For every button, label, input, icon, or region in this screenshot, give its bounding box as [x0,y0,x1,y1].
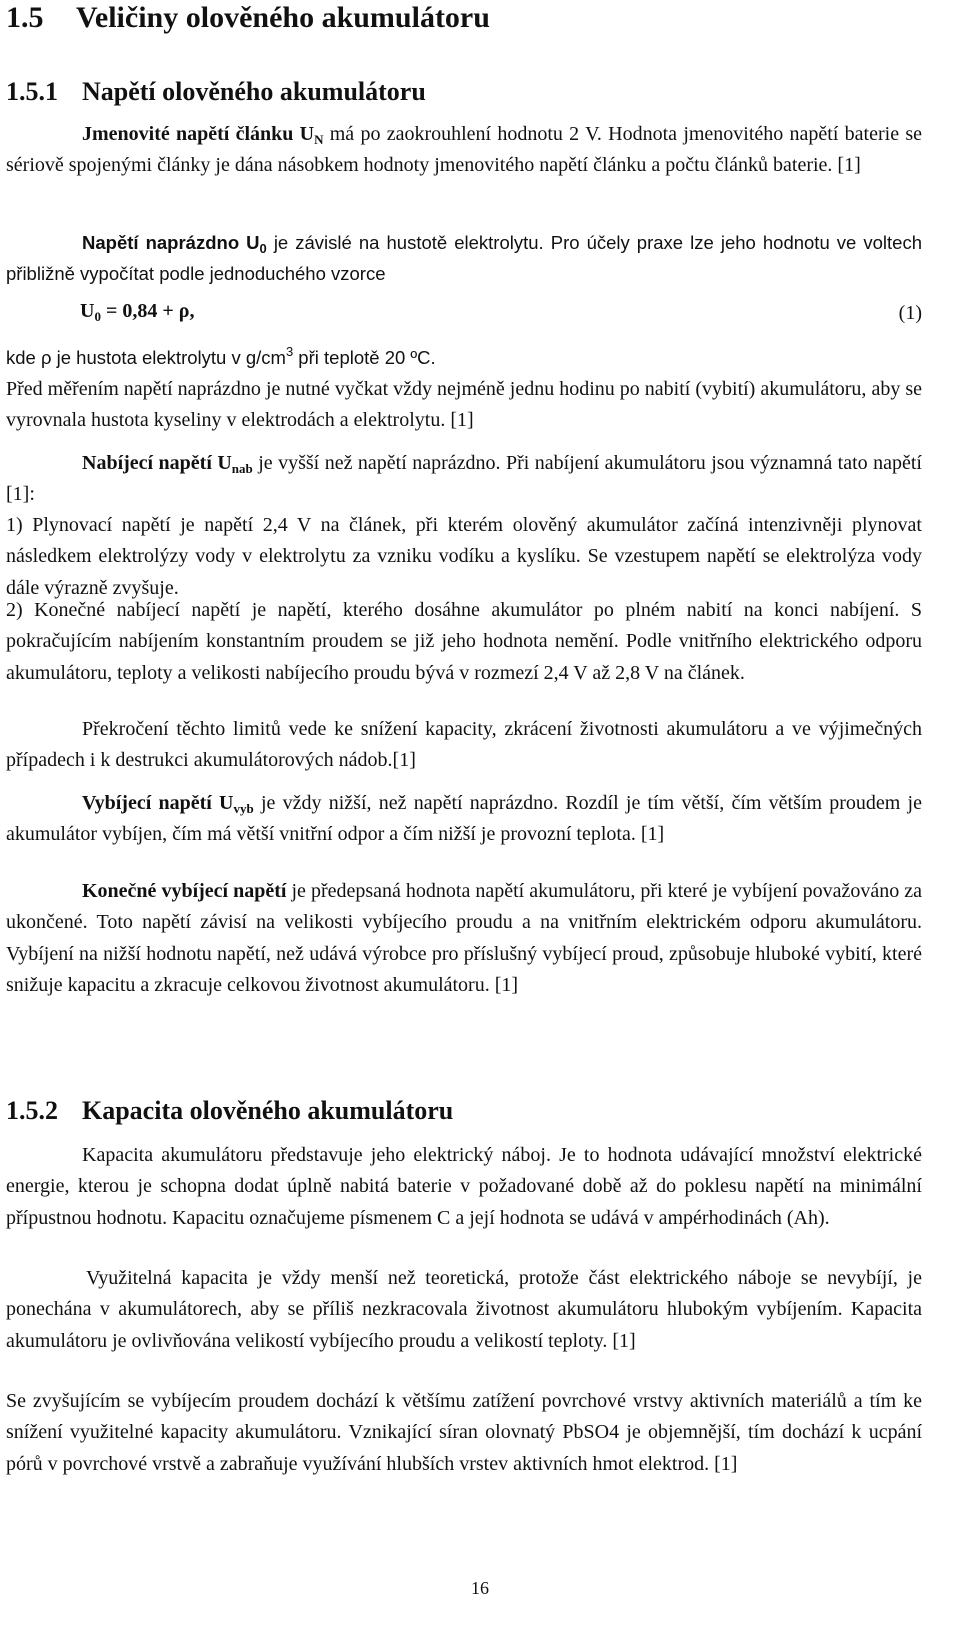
paragraph-pred-merenim [6,374,922,437]
kde-text-end: při teplotě 20 ºC. [293,347,436,368]
page-number: 16 [471,1578,489,1598]
term-napeti-naprazdno [82,232,267,256]
zvysujicim-text: Se zvyšujícím se vybíjecím proudem dochází k většímu zatížení povrchové vrstvy aktivních materiálů a tím ke snížení využitelné kapacity akumulátoru. Vznikající síran olovnatý PbSO4 je objemnější, tím dochází k ucpání pórů v povrchové vrstvě a zabraňuje využívání hlubších vrstev aktivních hmot elektrod. [1] [6,1390,922,1475]
term-nabijeci-label: Nabíjecí napětí U [82,452,232,474]
paragraph-jmenovite-napeti [6,119,922,182]
paragraph-nabijeci-text: je vyšší než napětí naprázdno. Při nabíjení akumulátoru jsou významná tato napětí [1]: [6,452,922,506]
prekroceni-text: Překročení těchto limitů vede ke snížení kapacity, zkrácení životnosti akumulátoru a ve výjimečných případech i k destrukci akumulátorových nádob.[1] [6,718,922,772]
vyuzitelna-text: Využitelná kapacita je vždy menší než teoretická, protože část elektrického náboje se nevybíjí, je ponechána v akumulátorech, aby se příliš nezkracovala životnost akumulátoru hlubokým vybíjením. Kapacita akumulátoru je ovlivňována velikostí vybíjecího proudu a velikostí teploty. [1] [6,1267,922,1352]
term-vybijeci-napeti [82,792,254,814]
paragraph-konecne-vybijeci [6,876,922,1002]
paragraph-vybijeci-text: je vždy nižší, než napětí naprázdno. Rozdíl je tím větší, čím větším proudem je akumulátor vybíjen, čím má větší vnitřní odpor a čím nižší je provozní teplota. [1] [6,792,922,846]
paragraph-vybijeci-napeti [6,788,922,851]
equation-lhs-sub: 0 [94,309,101,324]
paragraph-kapacita [6,1140,922,1234]
paragraph-plynovaci-napeti [6,510,922,604]
subsection-heading-2 [6,1095,453,1127]
term-jmenovite-napeti [82,123,324,145]
paragraph-zvysujici-proud [6,1386,922,1480]
paragraph-konecne-vybijeci-text: je předepsaná hodnota napětí akumulátoru, při které je vybíjení považováno za ukončené. Toto napětí závisí na velikosti vybíjecího proudu a na vnitřním elektrickém odporu akumulátoru. Vybíjení na nižší hodnotu napětí, než udává výrobce pro příslušný vybíjecí proud, způsobuje hluboké vybití, které snižuje kapacitu a zkracuje celkovou životnost akumulátoru. [1] [6,880,922,997]
konecne-text: 2) Konečné nabíjecí napětí je napětí, kterého dosáhne akumulátor po plném nabití na konci nabíjení. S pokračujícím nabíjením konstantním proudem se již jeho hodnota nemění. Podle vnitřního elektrického odporu akumulátoru, teploty a velikosti nabíjecího proudu bývá v rozmezí 2,4 V až 2,8 V na článek. [6,599,922,684]
subsection-title-2: Kapacita olověného akumulátoru [82,1096,454,1125]
paragraph-vyuzitelna-kapacita [6,1263,922,1357]
term-nabijeci-sub: nab [231,461,253,476]
term-jmenovite-label: Jmenovité napětí článku U [82,123,315,145]
subsection-title-1: Napětí olověného akumulátoru [82,77,426,106]
section-heading [6,0,490,36]
paragraph-jmenovite-text: má po zaokrouhlení hodnotu 2 V. Hodnota jmenovitého napětí baterie se sériově spojenými články je dána násobkem hodnoty jmenovitého napětí článku a počtu článků baterie. [1] [6,123,922,177]
paragraph-konecne-nabijeci [6,595,922,689]
term-naprazdno-sub: 0 [259,241,267,256]
term-konecne-vybijeci: Konečné vybíjecí napětí [82,880,287,902]
paragraph-prekroceni [6,714,922,777]
paragraph-naprazdno-text2: Pro účely praxe lze jeho hodnotu ve voltech přibližně vypočítat podle jednoduchého vzorce [6,232,922,285]
subsection-number-2: 1.5.2 [6,1096,58,1125]
paragraph-naprazdno-text1: je závislé na hustotě elektrolytu. [266,232,544,253]
pred-text: Před měřením napětí naprázdno je nutné vyčkat vždy nejméně jednu hodinu po nabití (vybití) akumulátoru, aby se vyrovnala hustota kyseliny v elektrodách a elektrolytu. [1] [6,378,922,432]
paragraph-napeti-naprazdno [6,227,922,290]
section-number: 1.5 [6,1,44,34]
subsection-number-1: 1.5.1 [6,77,58,106]
equation-lhs: U [80,300,95,322]
kde-text: kde ρ je hustota elektrolytu v g/cm [6,347,286,368]
paragraph-kde-rho [6,342,922,373]
plynovaci-text: 1) Plynovací napětí je napětí 2,4 V na článek, při kterém olověný akumulátor začíná intenzivněji plynovat následkem elektrolýzy vody v elektrolytu za vzniku vodíku a kyslíku. Se vzestupem napětí se elektrolýza vody dále výrazně zvyšuje. [6,514,922,599]
term-vybijeci-label: Vybíjecí napětí U [82,792,234,814]
equation-1 [80,300,194,323]
equation-rhs: = 0,84 + ρ, [100,300,195,322]
subsection-heading-1 [6,76,426,108]
term-jmenovite-sub: N [314,132,324,147]
kapacita-text: Kapacita akumulátoru představuje jeho elektrický náboj. Je to hodnota udávající množství elektrické energie, kterou je schopna dodat úplně nabitá baterie v požadované době až do poklesu napětí na minimální přípustnou hodnotu. Kapacitu označujeme písmenem C a její hodnota se udává v ampérhodinách (Ah). [6,1144,922,1229]
term-vybijeci-sub: vyb [233,801,254,816]
term-nabijeci-napeti [82,452,253,474]
paragraph-nabijeci-napeti [6,448,922,511]
section-title: Veličiny olověného akumulátoru [76,1,490,34]
kde-sup: 3 [285,344,294,359]
equation-number: (1) [898,302,922,324]
term-naprazdno-label: Napětí naprázdno U [82,232,260,253]
